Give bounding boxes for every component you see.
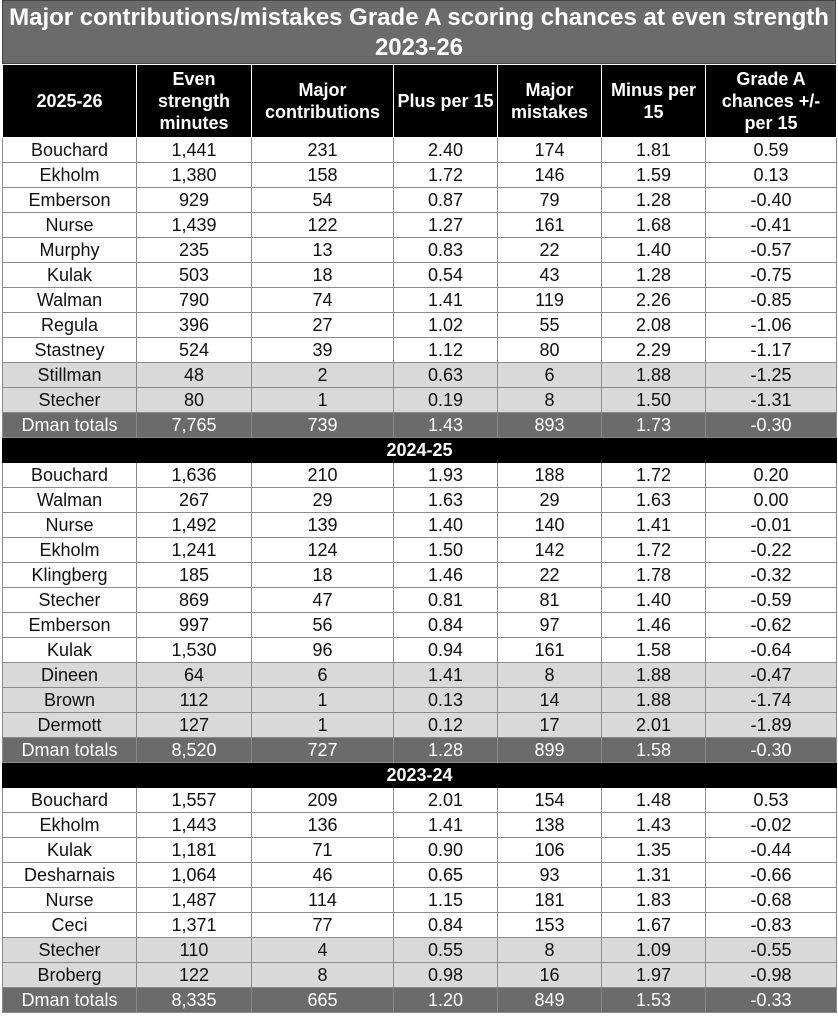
totals-row bbox=[3, 738, 837, 763]
stat-cell: 8 bbox=[498, 663, 602, 688]
stat-cell: 1,557 bbox=[137, 788, 252, 813]
stat-cell: 185 bbox=[137, 563, 252, 588]
stat-cell: 1.41 bbox=[394, 813, 498, 838]
stat-cell: 1.35 bbox=[602, 838, 706, 863]
stat-cell: 6 bbox=[252, 663, 394, 688]
stat-cell: 1.58 bbox=[602, 738, 706, 763]
stat-cell: -1.17 bbox=[706, 338, 837, 363]
table-row bbox=[3, 888, 837, 913]
stat-cell: 97 bbox=[498, 613, 602, 638]
column-header: 2025-26 bbox=[3, 65, 137, 138]
stat-cell: 1.40 bbox=[602, 238, 706, 263]
column-header: Major mistakes bbox=[498, 65, 602, 138]
table-row bbox=[3, 388, 837, 413]
stat-cell: 1,530 bbox=[137, 638, 252, 663]
column-header: Plus per 15 bbox=[394, 65, 498, 138]
table-row bbox=[3, 838, 837, 863]
stat-cell: 0.54 bbox=[394, 263, 498, 288]
table-row bbox=[3, 688, 837, 713]
player-name: Ekholm bbox=[3, 163, 137, 188]
stat-cell: 14 bbox=[498, 688, 602, 713]
stat-cell: 1.63 bbox=[394, 488, 498, 513]
stat-cell: 739 bbox=[252, 413, 394, 438]
stat-cell: 1.46 bbox=[394, 563, 498, 588]
stat-cell: 1,380 bbox=[137, 163, 252, 188]
stat-cell: 146 bbox=[498, 163, 602, 188]
stat-cell: -0.98 bbox=[706, 963, 837, 988]
stat-cell: 1.28 bbox=[602, 263, 706, 288]
table-row bbox=[3, 863, 837, 888]
column-header: Even strength minutes bbox=[137, 65, 252, 138]
stat-cell: 7,765 bbox=[137, 413, 252, 438]
stat-cell: 1.28 bbox=[394, 738, 498, 763]
player-name: Walman bbox=[3, 288, 137, 313]
stat-cell: -0.59 bbox=[706, 588, 837, 613]
stat-cell: -1.89 bbox=[706, 713, 837, 738]
stat-cell: 0.13 bbox=[706, 163, 837, 188]
player-name: Kulak bbox=[3, 638, 137, 663]
stat-cell: 1,441 bbox=[137, 138, 252, 163]
stat-cell: 1.50 bbox=[602, 388, 706, 413]
player-name: Bouchard bbox=[3, 463, 137, 488]
stat-cell: 80 bbox=[137, 388, 252, 413]
stat-cell: 142 bbox=[498, 538, 602, 563]
table-row bbox=[3, 613, 837, 638]
season-header-row bbox=[3, 438, 837, 463]
stats-table bbox=[2, 64, 837, 1013]
stat-cell: 1.41 bbox=[394, 663, 498, 688]
stat-cell: -0.75 bbox=[706, 263, 837, 288]
stat-cell: 1 bbox=[252, 713, 394, 738]
stat-cell: 22 bbox=[498, 563, 602, 588]
season-label: 2024-25 bbox=[3, 438, 837, 463]
stat-cell: -0.66 bbox=[706, 863, 837, 888]
stat-cell: -0.22 bbox=[706, 538, 837, 563]
stat-cell: 1.78 bbox=[602, 563, 706, 588]
stat-cell: -0.55 bbox=[706, 938, 837, 963]
player-name: Emberson bbox=[3, 188, 137, 213]
stat-cell: -1.31 bbox=[706, 388, 837, 413]
table-row bbox=[3, 263, 837, 288]
stat-cell: 0.83 bbox=[394, 238, 498, 263]
season-label: 2023-24 bbox=[3, 763, 837, 788]
stat-cell: 1.41 bbox=[602, 513, 706, 538]
player-name: Stecher bbox=[3, 588, 137, 613]
stat-cell: 524 bbox=[137, 338, 252, 363]
stat-cell: 1,064 bbox=[137, 863, 252, 888]
stat-cell: 16 bbox=[498, 963, 602, 988]
stat-cell: 110 bbox=[137, 938, 252, 963]
stat-cell: 997 bbox=[137, 613, 252, 638]
stat-cell: 112 bbox=[137, 688, 252, 713]
stat-cell: 8,520 bbox=[137, 738, 252, 763]
stat-cell: 79 bbox=[498, 188, 602, 213]
player-name: Emberson bbox=[3, 613, 137, 638]
stat-cell: 80 bbox=[498, 338, 602, 363]
stat-cell: 929 bbox=[137, 188, 252, 213]
stat-cell: 8 bbox=[252, 963, 394, 988]
stat-cell: 1.12 bbox=[394, 338, 498, 363]
season-header-row bbox=[3, 763, 837, 788]
player-name: Dermott bbox=[3, 713, 137, 738]
table-row bbox=[3, 338, 837, 363]
stat-cell: 122 bbox=[137, 963, 252, 988]
stat-cell: 64 bbox=[137, 663, 252, 688]
stat-cell: 1.68 bbox=[602, 213, 706, 238]
player-name: Stecher bbox=[3, 938, 137, 963]
column-header: Minus per 15 bbox=[602, 65, 706, 138]
stat-cell: -0.68 bbox=[706, 888, 837, 913]
stat-cell: 1,443 bbox=[137, 813, 252, 838]
table-row bbox=[3, 188, 837, 213]
stat-cell: 0.90 bbox=[394, 838, 498, 863]
stat-cell: 6 bbox=[498, 363, 602, 388]
stat-cell: 1.72 bbox=[394, 163, 498, 188]
player-name: Ekholm bbox=[3, 538, 137, 563]
stat-cell: -0.01 bbox=[706, 513, 837, 538]
stat-cell: 1.20 bbox=[394, 988, 498, 1013]
player-name: Dman totals bbox=[3, 988, 137, 1013]
stat-cell: 0.84 bbox=[394, 613, 498, 638]
stat-cell: 1.28 bbox=[602, 188, 706, 213]
stat-cell: -0.32 bbox=[706, 563, 837, 588]
stat-cell: -0.83 bbox=[706, 913, 837, 938]
stat-cell: 2.01 bbox=[602, 713, 706, 738]
stat-cell: 0.81 bbox=[394, 588, 498, 613]
stat-cell: -0.40 bbox=[706, 188, 837, 213]
stat-cell: -0.85 bbox=[706, 288, 837, 313]
stat-cell: 1,439 bbox=[137, 213, 252, 238]
totals-row bbox=[3, 988, 837, 1013]
player-name: Murphy bbox=[3, 238, 137, 263]
stat-cell: 0.98 bbox=[394, 963, 498, 988]
stat-cell: 396 bbox=[137, 313, 252, 338]
player-name: Regula bbox=[3, 313, 137, 338]
stat-cell: 790 bbox=[137, 288, 252, 313]
table-row bbox=[3, 788, 837, 813]
stat-cell: 43 bbox=[498, 263, 602, 288]
table-row bbox=[3, 638, 837, 663]
player-name: Kulak bbox=[3, 838, 137, 863]
stat-cell: -0.47 bbox=[706, 663, 837, 688]
table-row bbox=[3, 913, 837, 938]
stat-cell: 0.55 bbox=[394, 938, 498, 963]
stat-cell: 29 bbox=[252, 488, 394, 513]
player-name: Stillman bbox=[3, 363, 137, 388]
stat-cell: 122 bbox=[252, 213, 394, 238]
stat-cell: 0.94 bbox=[394, 638, 498, 663]
stat-cell: -1.06 bbox=[706, 313, 837, 338]
stat-cell: 1,636 bbox=[137, 463, 252, 488]
stat-cell: 0.59 bbox=[706, 138, 837, 163]
stat-cell: 1.59 bbox=[602, 163, 706, 188]
player-name: Desharnais bbox=[3, 863, 137, 888]
table-row bbox=[3, 138, 837, 163]
stat-cell: 13 bbox=[252, 238, 394, 263]
stat-cell: 1.02 bbox=[394, 313, 498, 338]
table-row bbox=[3, 938, 837, 963]
stat-cell: -0.64 bbox=[706, 638, 837, 663]
stat-cell: 81 bbox=[498, 588, 602, 613]
player-name: Dman totals bbox=[3, 738, 137, 763]
stat-cell: 1.88 bbox=[602, 688, 706, 713]
stat-cell: 893 bbox=[498, 413, 602, 438]
stat-cell: 4 bbox=[252, 938, 394, 963]
stat-cell: 1.63 bbox=[602, 488, 706, 513]
stat-cell: 56 bbox=[252, 613, 394, 638]
stat-cell: 161 bbox=[498, 213, 602, 238]
stat-cell: 1,371 bbox=[137, 913, 252, 938]
table-row bbox=[3, 538, 837, 563]
stat-cell: 29 bbox=[498, 488, 602, 513]
stat-cell: 0.87 bbox=[394, 188, 498, 213]
stat-cell: 2.40 bbox=[394, 138, 498, 163]
stat-cell: 235 bbox=[137, 238, 252, 263]
player-name: Stastney bbox=[3, 338, 137, 363]
stat-cell: 1.09 bbox=[602, 938, 706, 963]
stat-cell: 1.81 bbox=[602, 138, 706, 163]
stat-cell: 127 bbox=[137, 713, 252, 738]
stat-cell: 2.08 bbox=[602, 313, 706, 338]
player-name: Dman totals bbox=[3, 413, 137, 438]
stat-cell: 47 bbox=[252, 588, 394, 613]
stat-cell: 8 bbox=[498, 388, 602, 413]
stat-cell: 136 bbox=[252, 813, 394, 838]
stat-cell: 161 bbox=[498, 638, 602, 663]
stat-cell: 174 bbox=[498, 138, 602, 163]
stat-cell: 665 bbox=[252, 988, 394, 1013]
stat-cell: 114 bbox=[252, 888, 394, 913]
table-row bbox=[3, 238, 837, 263]
stat-cell: 119 bbox=[498, 288, 602, 313]
stat-cell: 158 bbox=[252, 163, 394, 188]
stat-cell: -1.25 bbox=[706, 363, 837, 388]
table-row bbox=[3, 963, 837, 988]
stat-cell: 1.53 bbox=[602, 988, 706, 1013]
player-name: Stecher bbox=[3, 388, 137, 413]
stat-cell: 0.20 bbox=[706, 463, 837, 488]
stat-cell: 0.84 bbox=[394, 913, 498, 938]
totals-row bbox=[3, 413, 837, 438]
stat-cell: 1.88 bbox=[602, 663, 706, 688]
header-row bbox=[3, 65, 837, 138]
player-name: Nurse bbox=[3, 213, 137, 238]
stat-cell: 1.41 bbox=[394, 288, 498, 313]
stat-cell: 899 bbox=[498, 738, 602, 763]
stat-cell: 96 bbox=[252, 638, 394, 663]
table-row bbox=[3, 363, 837, 388]
table-row bbox=[3, 213, 837, 238]
player-name: Ceci bbox=[3, 913, 137, 938]
stat-cell: 22 bbox=[498, 238, 602, 263]
stat-cell: 188 bbox=[498, 463, 602, 488]
stat-cell: -0.44 bbox=[706, 838, 837, 863]
stat-cell: 8 bbox=[498, 938, 602, 963]
table-container bbox=[2, 0, 836, 1013]
stat-cell: 0.12 bbox=[394, 713, 498, 738]
table-row bbox=[3, 663, 837, 688]
stat-cell: 124 bbox=[252, 538, 394, 563]
player-name: Klingberg bbox=[3, 563, 137, 588]
stat-cell: 1.72 bbox=[602, 538, 706, 563]
stat-cell: 869 bbox=[137, 588, 252, 613]
player-name: Brown bbox=[3, 688, 137, 713]
table-row bbox=[3, 513, 837, 538]
stat-cell: 1.43 bbox=[394, 413, 498, 438]
stat-cell: 48 bbox=[137, 363, 252, 388]
stat-cell: 154 bbox=[498, 788, 602, 813]
player-name: Dineen bbox=[3, 663, 137, 688]
stat-cell: 849 bbox=[498, 988, 602, 1013]
stat-cell: 1.72 bbox=[602, 463, 706, 488]
stat-cell: 140 bbox=[498, 513, 602, 538]
stat-cell: 0.65 bbox=[394, 863, 498, 888]
stat-cell: 267 bbox=[137, 488, 252, 513]
stat-cell: 2 bbox=[252, 363, 394, 388]
table-row bbox=[3, 713, 837, 738]
stat-cell: 1.50 bbox=[394, 538, 498, 563]
stat-cell: 93 bbox=[498, 863, 602, 888]
stat-cell: -0.41 bbox=[706, 213, 837, 238]
stat-cell: 181 bbox=[498, 888, 602, 913]
stat-cell: 2.29 bbox=[602, 338, 706, 363]
stat-cell: 1,241 bbox=[137, 538, 252, 563]
stat-cell: 1.83 bbox=[602, 888, 706, 913]
stat-cell: 54 bbox=[252, 188, 394, 213]
stat-cell: -0.33 bbox=[706, 988, 837, 1013]
stat-cell: -0.30 bbox=[706, 738, 837, 763]
stat-cell: 1.67 bbox=[602, 913, 706, 938]
table-row bbox=[3, 563, 837, 588]
table-row bbox=[3, 588, 837, 613]
table-row bbox=[3, 813, 837, 838]
stat-cell: -0.62 bbox=[706, 613, 837, 638]
stat-cell: 1.46 bbox=[602, 613, 706, 638]
stat-cell: 727 bbox=[252, 738, 394, 763]
stat-cell: -1.74 bbox=[706, 688, 837, 713]
player-name: Ekholm bbox=[3, 813, 137, 838]
stat-cell: 1.43 bbox=[602, 813, 706, 838]
table-row bbox=[3, 163, 837, 188]
stat-cell: 39 bbox=[252, 338, 394, 363]
stat-cell: 1 bbox=[252, 388, 394, 413]
stat-cell: 1.40 bbox=[394, 513, 498, 538]
stat-cell: 138 bbox=[498, 813, 602, 838]
stat-cell: 27 bbox=[252, 313, 394, 338]
stat-cell: 0.19 bbox=[394, 388, 498, 413]
stat-cell: 1,492 bbox=[137, 513, 252, 538]
stat-cell: 1 bbox=[252, 688, 394, 713]
stat-cell: 1,487 bbox=[137, 888, 252, 913]
stat-cell: 503 bbox=[137, 263, 252, 288]
player-name: Kulak bbox=[3, 263, 137, 288]
stat-cell: -0.02 bbox=[706, 813, 837, 838]
table-row bbox=[3, 288, 837, 313]
table-row bbox=[3, 313, 837, 338]
player-name: Broberg bbox=[3, 963, 137, 988]
stat-cell: 18 bbox=[252, 263, 394, 288]
stat-cell: 0.63 bbox=[394, 363, 498, 388]
stat-cell: 1.73 bbox=[602, 413, 706, 438]
stat-cell: 74 bbox=[252, 288, 394, 313]
player-name: Nurse bbox=[3, 888, 137, 913]
page-title: Major contributions/mistakes Grade A scoring chances at even strength 2023-26 bbox=[2, 0, 836, 64]
table-row bbox=[3, 463, 837, 488]
stat-cell: 8,335 bbox=[137, 988, 252, 1013]
player-name: Bouchard bbox=[3, 788, 137, 813]
player-name: Bouchard bbox=[3, 138, 137, 163]
stat-cell: 1.48 bbox=[602, 788, 706, 813]
stat-cell: 1.97 bbox=[602, 963, 706, 988]
stat-cell: 153 bbox=[498, 913, 602, 938]
player-name: Nurse bbox=[3, 513, 137, 538]
stat-cell: 55 bbox=[498, 313, 602, 338]
stat-cell: 139 bbox=[252, 513, 394, 538]
stat-cell: -0.57 bbox=[706, 238, 837, 263]
stat-cell: 1.31 bbox=[602, 863, 706, 888]
stat-cell: -0.30 bbox=[706, 413, 837, 438]
stat-cell: 1.15 bbox=[394, 888, 498, 913]
stat-cell: 209 bbox=[252, 788, 394, 813]
stat-cell: 71 bbox=[252, 838, 394, 863]
stat-cell: 0.00 bbox=[706, 488, 837, 513]
table-row bbox=[3, 488, 837, 513]
stat-cell: 46 bbox=[252, 863, 394, 888]
stat-cell: 0.53 bbox=[706, 788, 837, 813]
column-header: Grade A chances +/- per 15 bbox=[706, 65, 837, 138]
stat-cell: 18 bbox=[252, 563, 394, 588]
stat-cell: 210 bbox=[252, 463, 394, 488]
column-header: Major contributions bbox=[252, 65, 394, 138]
stat-cell: 1.58 bbox=[602, 638, 706, 663]
stat-cell: 0.13 bbox=[394, 688, 498, 713]
stat-cell: 2.26 bbox=[602, 288, 706, 313]
stat-cell: 1.93 bbox=[394, 463, 498, 488]
stat-cell: 77 bbox=[252, 913, 394, 938]
stat-cell: 17 bbox=[498, 713, 602, 738]
stat-cell: 1,181 bbox=[137, 838, 252, 863]
player-name: Walman bbox=[3, 488, 137, 513]
table-body bbox=[3, 138, 837, 1013]
stat-cell: 1.88 bbox=[602, 363, 706, 388]
stat-cell: 1.27 bbox=[394, 213, 498, 238]
stat-cell: 231 bbox=[252, 138, 394, 163]
stat-cell: 106 bbox=[498, 838, 602, 863]
stat-cell: 2.01 bbox=[394, 788, 498, 813]
stat-cell: 1.40 bbox=[602, 588, 706, 613]
